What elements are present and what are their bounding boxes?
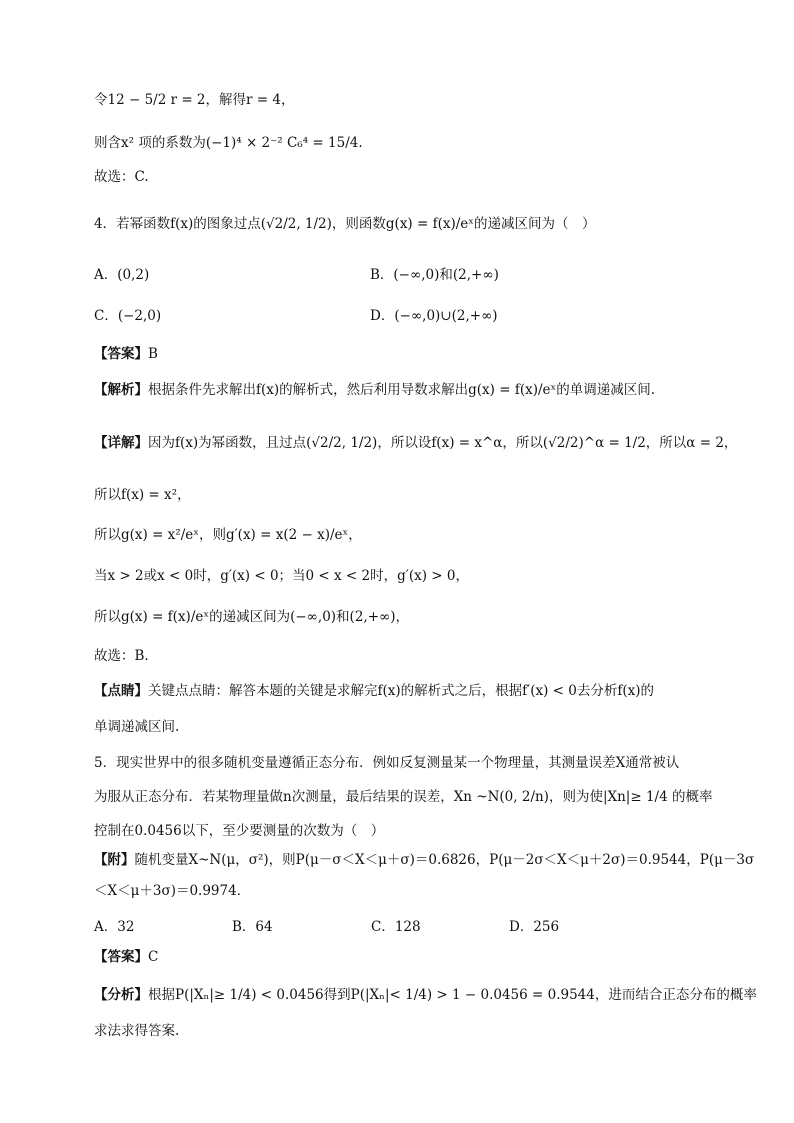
q4-analysis-line	[94, 381, 734, 399]
q4-keypoint-line	[94, 682, 734, 700]
analysis-text: 根据条件先求解出f(x)的解析式，然后利用导数求解出g(x) = f(x)/eˣ的单调递减区间.	[148, 382, 656, 398]
detail-line-2: 所以g(x) = x²/eˣ，则g′(x) = x(2 − x)/eˣ，	[94, 527, 362, 543]
analysis-line-2: 求法求得答案.	[94, 1023, 180, 1039]
analysis-text: 根据P(|Xₙ|≥ 1/4) < 0.0456得到P(|Xₙ|< 1/4) > 1 − 0.0456 = 0.9544，进而结合正态分布的概率	[148, 987, 757, 1003]
detail-line-5: 故选：B.	[94, 648, 149, 664]
q5-answer-line	[94, 948, 734, 966]
q5-option-d: D．256	[509, 919, 560, 935]
detail-line-3: 当x > 2或x < 0时，g′(x) < 0；当0 < x < 2时，g′(x) > 0，	[94, 568, 469, 584]
question-5-line-1: 5．现实世界中的很多随机变量遵循正态分布．例如反复测量某一个物理量，其测量误差X通常被认	[94, 755, 680, 771]
attachment-text: 随机变量X~N(μ，σ²)，则P(μ－σ＜X＜μ＋σ)＝0.6826，P(μ－2σ＜X＜μ＋2σ)＝0.9544，P(μ－3σ	[134, 852, 755, 868]
q4-option-a: A．(0,2)	[94, 267, 150, 283]
answer-value: B	[148, 346, 158, 362]
detail-line-1: 所以f(x) = x²，	[94, 487, 191, 503]
q4-answer-line	[94, 345, 734, 363]
q4-detail-line	[94, 434, 738, 452]
q5-option-b: B．64	[232, 919, 273, 935]
answer-tag: 【答案】	[94, 949, 148, 965]
q4-option-d: D．(−∞,0)∪(2,+∞)	[370, 308, 498, 324]
analysis-tag: 【分析】	[94, 987, 148, 1003]
question-5-line-3: 控制在0.0456以下，至少要测量的次数为（ ）	[94, 823, 385, 839]
solution-line-1: 令12 − 5/2 r = 2，解得r = 4，	[94, 92, 295, 108]
q4-option-b: B．(−∞,0)和(2,+∞)	[370, 267, 499, 283]
attachment-tag: 【附】	[94, 852, 135, 868]
attachment-line-2: ＜X＜μ＋3σ)＝0.9974．	[94, 883, 251, 899]
q5-analysis-line	[94, 986, 757, 1004]
q5-attachment-line	[94, 851, 755, 869]
keypoint-text: 关键点点睛：解答本题的关键是求解完f(x)的解析式之后，根据f′(x) < 0去分析f(x)的	[148, 683, 654, 699]
q5-option-a: A．32	[94, 919, 135, 935]
detail-tag: 【详解】	[94, 435, 148, 451]
q5-option-c: C．128	[371, 919, 421, 935]
question-4: 4．若幂函数f(x)的图象过点(√2/2, 1/2)，则函数g(x) = f(x)/eˣ的递减区间为（ ）	[94, 216, 596, 232]
answer-value: C	[148, 949, 159, 965]
detail-text: 因为f(x)为幂函数，且过点(√2/2, 1/2)，所以设f(x) = x^α，所以(√2/2)^α = 1/2，所以α = 2，	[148, 435, 738, 451]
analysis-tag: 【解析】	[94, 382, 148, 398]
q4-option-c: C．(−2,0)	[94, 308, 162, 324]
answer-tag: 【答案】	[94, 346, 148, 362]
keypoint-tag: 【点睛】	[94, 683, 148, 699]
detail-line-4: 所以g(x) = f(x)/eˣ的递减区间为(−∞,0)和(2,+∞)，	[94, 609, 410, 625]
question-5-line-2: 为服从正态分布．若某物理量做n次测量，最后结果的误差，Xn ~N(0, 2/n)，则为使|Xn|≥ 1/4 的概率	[94, 789, 713, 805]
solution-line-3: 故选：C.	[94, 169, 149, 185]
solution-line-2: 则含x² 项的系数为(−1)⁴ × 2⁻² C₆⁴ = 15/4.	[94, 135, 363, 151]
keypoint-line-2: 单调递减区间.	[94, 719, 180, 735]
